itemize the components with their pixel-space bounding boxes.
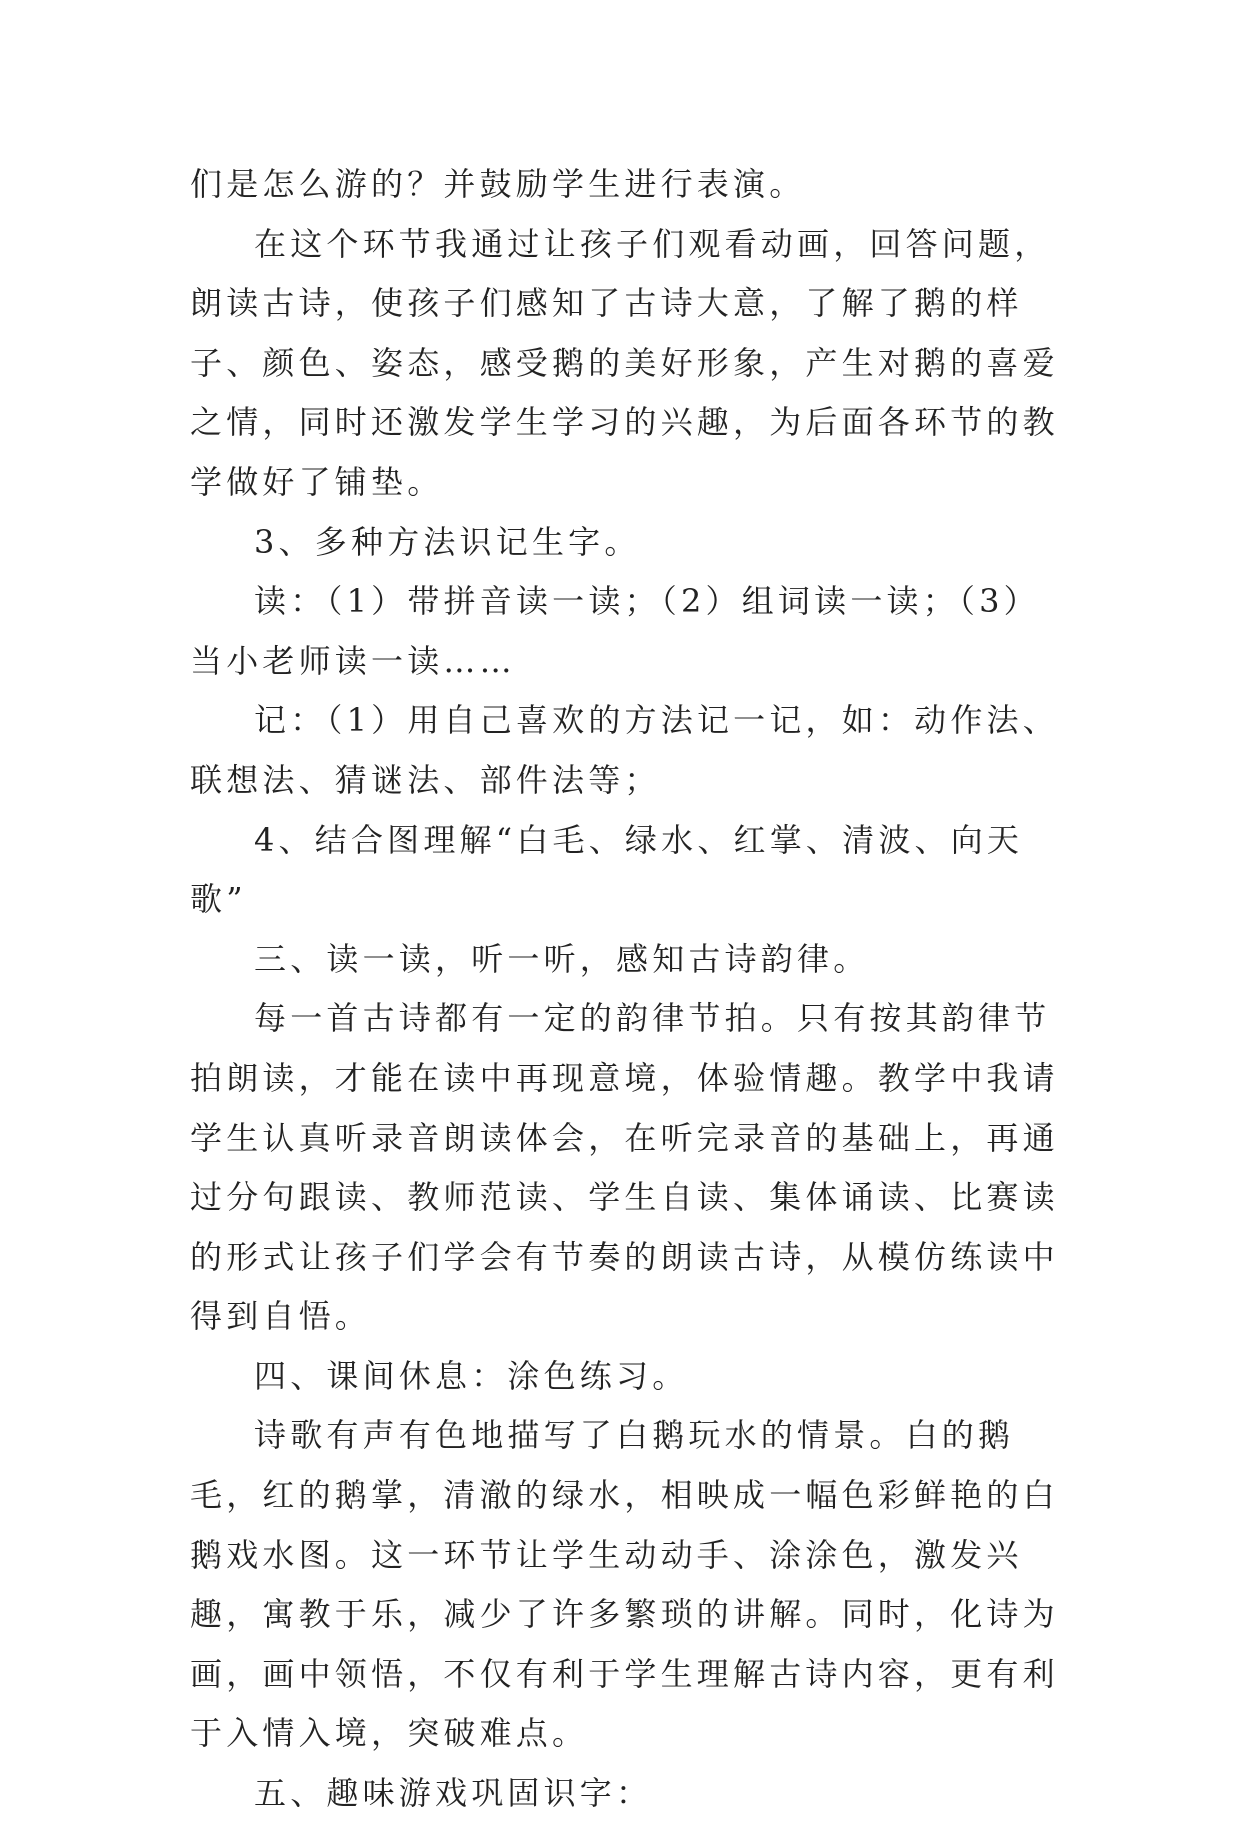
paragraph: 诗歌有声有色地描写了白鹅玩水的情景。白的鹅毛，红的鹅掌，清澈的绿水，相映成一幅色彩鲜艳的白鹅戏水图。这一环节让学生动动手、涂涂色，激发兴趣，寓教于乐，减少了许多繁琐的讲解。同时，化诗为画，画中领悟，不仅有利于学生理解古诗内容，更有利于入情入境，突破难点。 [190, 1416, 1059, 1753]
paragraph: 读：（1）带拼音读一读；（2）组词读一读；（3）当小老师读一读…… [190, 582, 1040, 680]
document-body [190, 155, 1070, 1824]
paragraph: 每一首古诗都有一定的韵律节拍。只有按其韵律节拍朗读，才能在读中再现意境，体验情趣。教学中我请学生认真听录音朗读体会，在听完录音的基础上，再通过分句跟读、教师范读、学生自读、集体诵读、比赛读的形式让孩子们学会有节奏的朗读古诗，从模仿练读中得到自悟。 [190, 999, 1059, 1336]
paragraph: 在这个环节我通过让孩子们观看动画，回答问题，朗读古诗，使孩子们感知了古诗大意，了解了鹅的样子、颜色、姿态，感受鹅的美好形象，产生对鹅的喜爱之情，同时还激发学生学习的兴趣，为后面各环节的教学做好了铺垫。 [190, 224, 1059, 501]
paragraph: 们是怎么游的？并鼓励学生进行表演。 [190, 165, 806, 203]
paragraph: 五、趣味游戏巩固识字： [254, 1774, 653, 1813]
paragraph: 记：（1）用自己喜欢的方法记一记，如：动作法、联想法、猜谜法、部件法等； [190, 701, 1059, 799]
paragraph: 三、读一读，听一听，感知古诗韵律。 [254, 939, 870, 978]
paragraph: 四、课间休息：涂色练习。 [254, 1356, 689, 1395]
paragraph: 3、多种方法识记生字。 [254, 522, 641, 561]
paragraph: 4、结合图理解“白毛、绿水、红掌、清波、向天歌” [190, 820, 1024, 919]
